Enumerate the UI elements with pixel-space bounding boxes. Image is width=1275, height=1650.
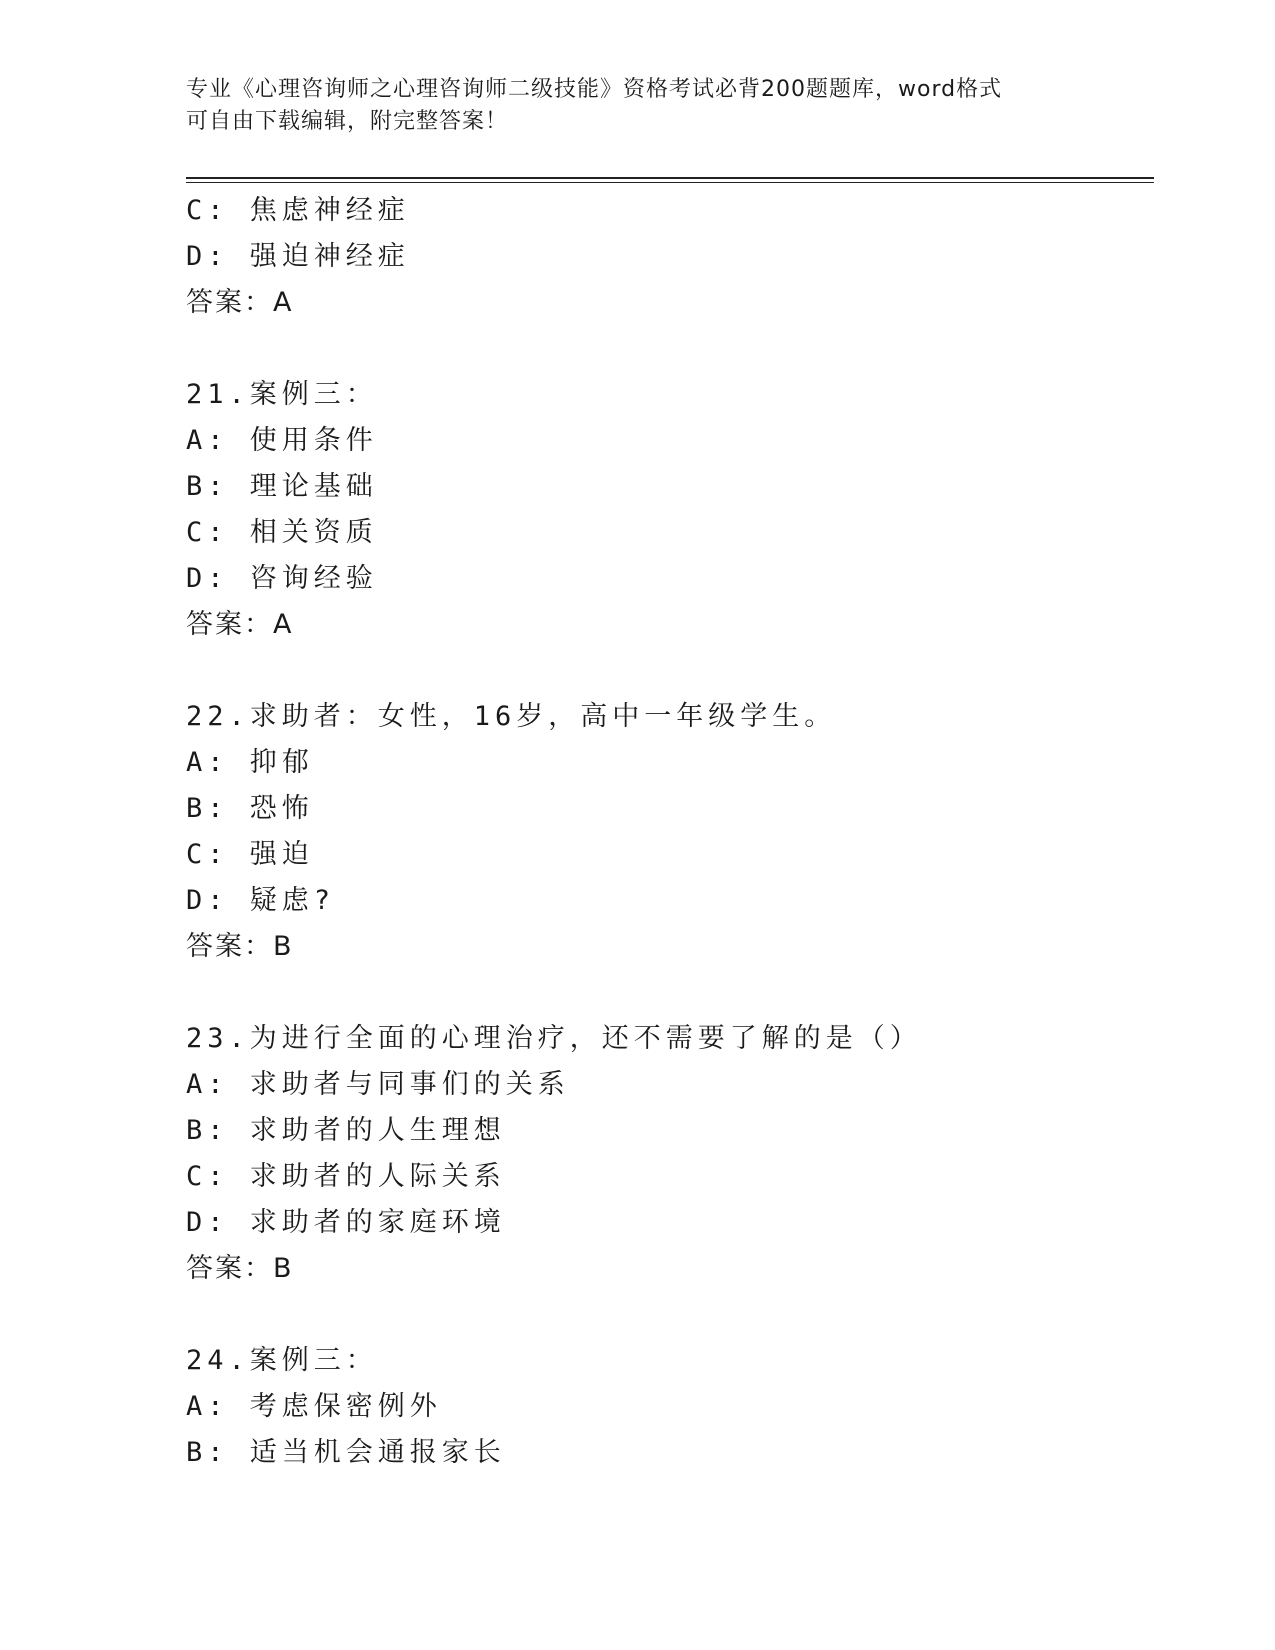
answer: 答案：B xyxy=(186,1253,294,1284)
question-stem: 24.案例三： xyxy=(186,1345,378,1376)
option-c: C: 求助者的人际关系 xyxy=(186,1161,506,1192)
option-b: B: 适当机会通报家长 xyxy=(186,1437,506,1468)
question-continued xyxy=(186,188,1146,326)
option-d: D: 求助者的家庭环境 xyxy=(186,1207,506,1238)
option-c: C: 相关资质 xyxy=(186,517,378,548)
option-d: D: 疑虑? xyxy=(186,885,336,916)
question-24 xyxy=(186,1338,1146,1476)
question-21 xyxy=(186,372,1146,648)
question-stem: 23.为进行全面的心理治疗，还不需要了解的是（） xyxy=(186,1023,922,1054)
option-a: A: 抑郁 xyxy=(186,747,314,778)
question-22 xyxy=(186,694,1146,970)
header-rule-top xyxy=(186,177,1154,179)
option-b: B: 恐怖 xyxy=(186,793,314,824)
question-23 xyxy=(186,1016,1146,1292)
header-rule-bottom xyxy=(186,182,1154,183)
option-c: C: 强迫 xyxy=(186,839,314,870)
option-b: B: 理论基础 xyxy=(186,471,378,502)
document-header xyxy=(186,74,1086,138)
answer: 答案：A xyxy=(186,609,294,640)
option-b: B: 求助者的人生理想 xyxy=(186,1115,506,1146)
question-list xyxy=(186,188,1146,1476)
option-c: C: 焦虑神经症 xyxy=(186,195,410,226)
header-line-2: 可自由下载编辑，附完整答案！ xyxy=(186,109,509,134)
question-stem: 22.求助者：女性，16岁，高中一年级学生。 xyxy=(186,701,837,732)
answer: 答案：A xyxy=(186,287,294,318)
question-stem: 21.案例三： xyxy=(186,379,378,410)
option-a: A: 使用条件 xyxy=(186,425,378,456)
option-d: D: 咨询经验 xyxy=(186,563,378,594)
answer: 答案：B xyxy=(186,931,294,962)
header-line-1: 专业《心理咨询师之心理咨询师二级技能》资格考试必背200题题库，word格式 xyxy=(186,77,1003,102)
option-a: A: 求助者与同事们的关系 xyxy=(186,1069,570,1100)
option-d: D: 强迫神经症 xyxy=(186,241,410,272)
option-a: A: 考虑保密例外 xyxy=(186,1391,442,1422)
